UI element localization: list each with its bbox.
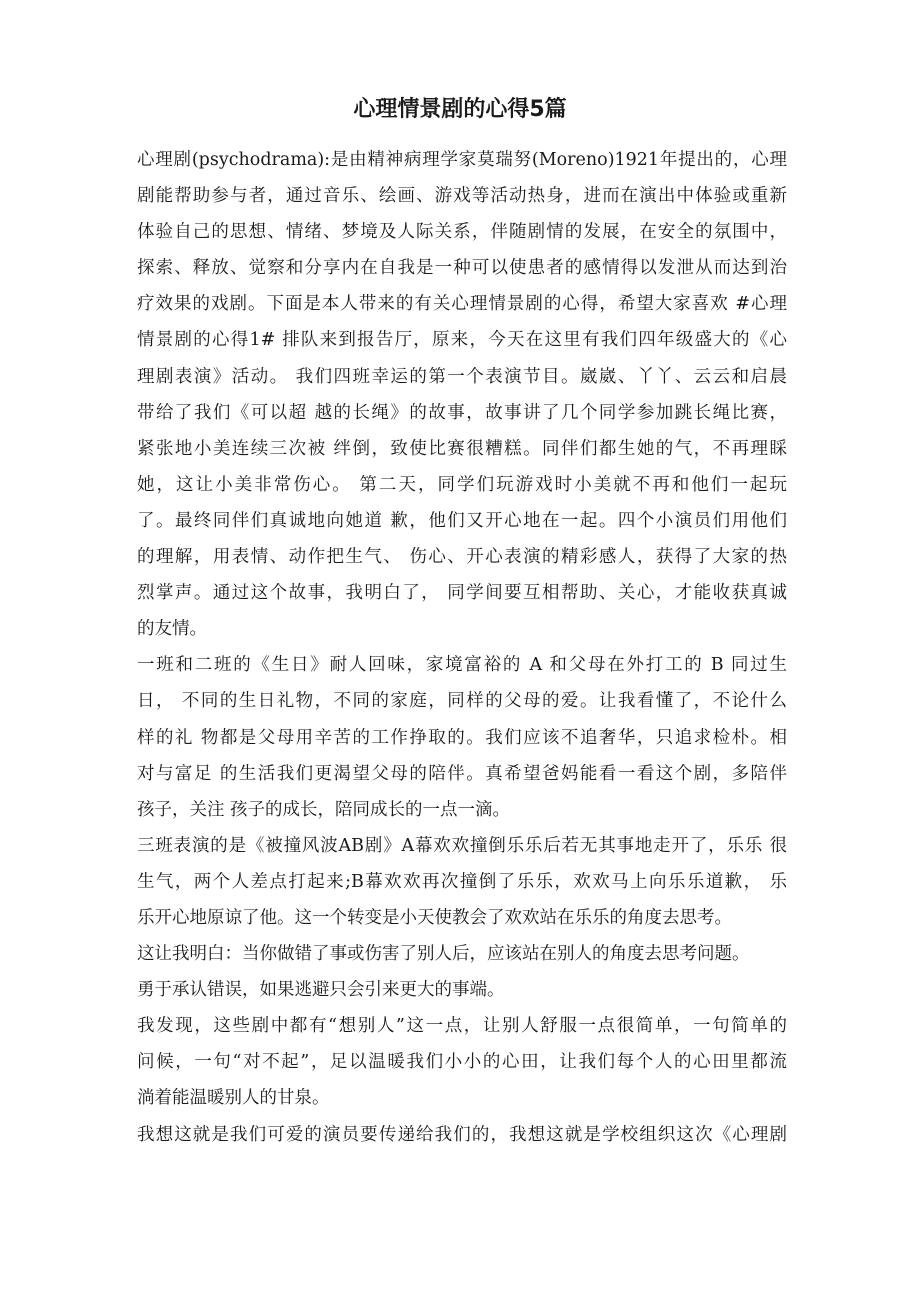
text-line: 探索、释放、觉察和分享内在自我是一种可以使患者的感情得以发泄从而达到治 bbox=[137, 258, 787, 279]
text-line: 勇于承认错误，如果逃避只会引来更大的事端。 bbox=[137, 980, 505, 1001]
text-line: 一班和二班的《生日》耐人回味，家境富裕的 A 和父母在外打工的 B 同过生 bbox=[137, 655, 787, 676]
text-line: 带给了我们《可以超 越的长绳》的故事，故事讲了几个同学参加跳长绳比赛， bbox=[137, 402, 787, 423]
text-line: 的友情。 bbox=[137, 619, 207, 640]
text-line: 的理解，用表情、动作把生气、 伤心、开心表演的精彩感人，获得了大家的热 bbox=[137, 547, 787, 568]
text-line: 三班表演的是《被撞风波AB剧》A幕欢欢撞倒乐乐后若无其事地走开了，乐乐 很 bbox=[137, 835, 787, 856]
text-line: 烈掌声。通过这个故事，我明白了， 同学间要互相帮助、关心，才能收获真诚 bbox=[137, 583, 787, 604]
text-line: 我想这就是我们可爱的演员要传递给我们的，我想这就是学校组织这次《心理剧 bbox=[137, 1124, 787, 1145]
text-line: 我发现，这些剧中都有“想别人”这一点，让别人舒服一点很简单，一句简单的 bbox=[137, 1016, 787, 1037]
text-line: 问候，一句“对不起”，足以温暖我们小小的心田，让我们每个人的心田里都流 bbox=[137, 1052, 787, 1073]
text-line: 情景剧的心得1# 排队来到报告厅，原来，今天在这里有我们四年级盛大的《心 bbox=[137, 330, 787, 351]
text-line: 体验自己的思想、情绪、梦境及人际关系，伴随剧情的发展，在安全的氛围中， bbox=[137, 222, 787, 243]
text-line: 对与富足 的生活我们更渴望父母的陪伴。真希望爸妈能看一看这个剧，多陪伴 bbox=[137, 763, 787, 784]
text-line: 心理剧(psychodrama):是由精神病理学家莫瑞努(Moreno)1921年提出的，心理 bbox=[137, 150, 787, 170]
text-line: 乐开心地原谅了他。这一个转变是小天使教会了欢欢站在乐乐的角度去思考。 bbox=[137, 907, 732, 928]
text-line: 孩子，关注 孩子的成长，陪同成长的一点一滴。 bbox=[137, 799, 511, 820]
text-line: 紧张地小美连续三次被 绊倒，致使比赛很糟糕。同伴们都生她的气，不再理睬 bbox=[137, 438, 787, 459]
document-title: 心理情景剧的心得5篇 bbox=[353, 97, 567, 122]
text-line: 这让我明白：当你做错了事或伤害了别人后，应该站在别人的角度去思考问题。 bbox=[137, 944, 750, 965]
text-line: 生气，两个人差点打起来;B幕欢欢再次撞倒了乐乐，欢欢马上向乐乐道歉， 乐 bbox=[137, 871, 787, 892]
text-line: 理剧表演》活动。 我们四班幸运的第一个表演节目。崴崴、丫丫、云云和启晨 bbox=[137, 366, 787, 387]
document-body bbox=[137, 142, 787, 1153]
text-line: 淌着能温暖别人的甘泉。 bbox=[137, 1088, 330, 1109]
text-line: 样的礼 物都是父母用辛苦的工作挣取的。我们应该不追奢华，只追求检朴。相 bbox=[137, 727, 787, 748]
text-line: 日， 不同的生日礼物，不同的家庭，同样的父母的爱。让我看懂了，不论什么 bbox=[137, 691, 787, 712]
text-line: 疗效果的戏剧。下面是本人带来的有关心理情景剧的心得，希望大家喜欢 #心理 bbox=[137, 294, 787, 315]
text-line: 剧能帮助参与者，通过音乐、绘画、游戏等活动热身，进而在演出中体验或重新 bbox=[137, 186, 787, 207]
text-line: 了。最终同伴们真诚地向她道 歉，他们又开心地在一起。四个小演员们用他们 bbox=[137, 510, 787, 531]
text-line: 她，这让小美非常伤心。 第二天，同学们玩游戏时小美就不再和他们一起玩 bbox=[137, 474, 787, 495]
